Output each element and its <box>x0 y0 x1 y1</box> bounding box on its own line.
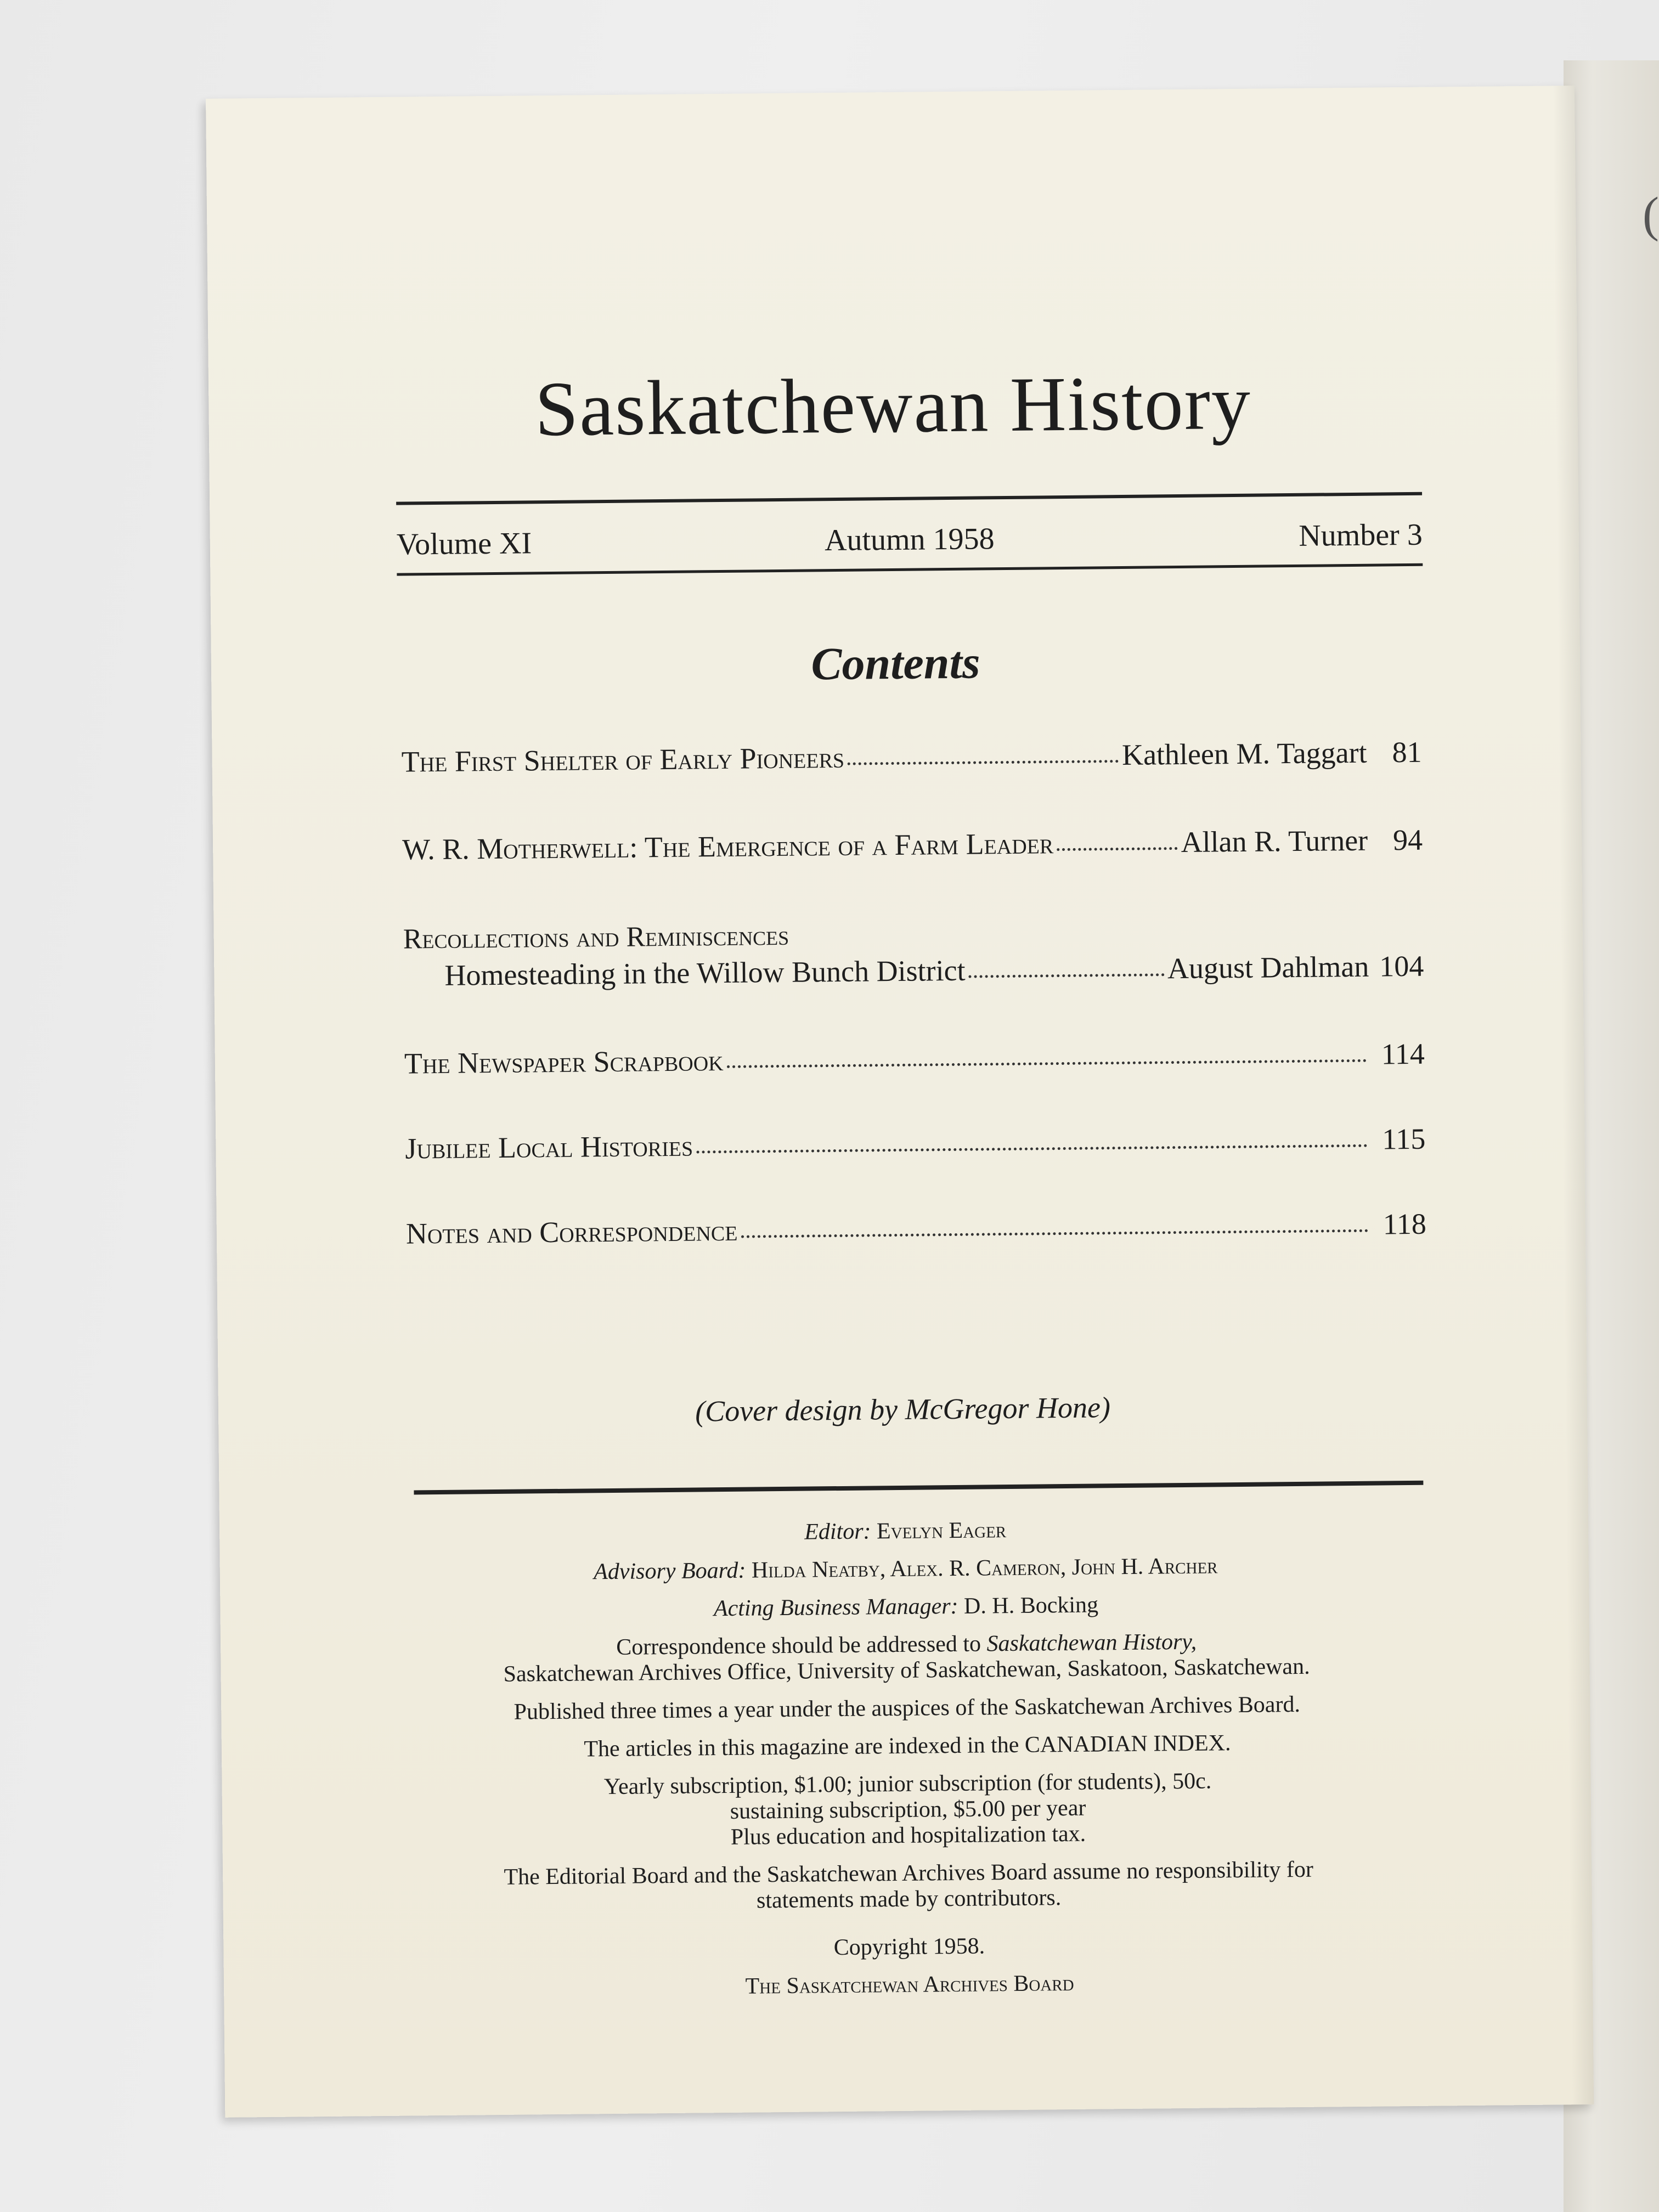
toc-entry <box>404 1039 1425 1087</box>
business-manager-name: D. H. Bocking <box>963 1592 1099 1619</box>
dot-leader <box>727 1057 1367 1068</box>
disclaimer-line-1: The Editorial Board and the Saskatchewan Archives Board assume no responsibility for <box>504 1857 1314 1891</box>
toc-entry <box>401 737 1422 786</box>
advisory-board-line <box>385 1551 1427 1587</box>
editor-line <box>384 1514 1426 1549</box>
toc-entry <box>444 951 1424 999</box>
toc-entry-page: 114 <box>1381 1037 1425 1071</box>
toc-entry-author: August Dahlman <box>1167 950 1369 985</box>
toc-entry-author: Kathleen M. Taggart <box>1121 736 1367 771</box>
advisory-board-names: Hilda Neatby, Alex. R. Cameron, John H. Archer <box>751 1553 1218 1583</box>
toc-entry <box>405 1124 1426 1172</box>
toc-entry-page: 81 <box>1392 735 1422 769</box>
number-label: Number 3 <box>1298 517 1423 553</box>
cover-credit: (Cover design by McGregor Hone) <box>695 1391 1111 1428</box>
correspondence-journal: Saskatchewan History, <box>986 1629 1197 1657</box>
toc-entry-page: 118 <box>1383 1207 1427 1241</box>
adjacent-page-mark: ( <box>1643 188 1659 242</box>
business-manager-line <box>385 1589 1427 1625</box>
dot-leader <box>696 1142 1367 1154</box>
toc-entry-page: 104 <box>1379 949 1424 983</box>
toc-section-heading: Recollections and Reminiscences <box>403 919 789 955</box>
volume-label: Volume XI <box>396 526 532 562</box>
toc-entry-title: Jubilee Local Histories <box>405 1129 693 1165</box>
subscription-line-3: Plus education and hospitalization tax. <box>730 1821 1086 1850</box>
disclaimer-line-2: statements made by contributors. <box>756 1885 1062 1914</box>
contents-heading: Contents <box>810 637 980 690</box>
index-note: The articles in this magazine are indexed in the CANADIAN INDEX. <box>584 1730 1231 1762</box>
publisher-line: The Saskatchewan Archives Board <box>745 1971 1074 2000</box>
toc-entry-author: Allan R. Turner <box>1181 823 1368 859</box>
toc-entry-page: 115 <box>1382 1122 1426 1156</box>
toc-entry-title: Notes and Correspondence <box>405 1214 738 1250</box>
toc-entry-title: Homesteading in the Willow Bunch District <box>444 953 966 992</box>
masthead-footer <box>384 1514 1431 2004</box>
issue-label: Autumn 1958 <box>824 522 995 558</box>
footer-rule <box>414 1481 1423 1495</box>
publication-note: Published three times a year under the auspices of the Saskatchewan Archives Board. <box>514 1692 1301 1725</box>
correspondence-line: Correspondence should be addressed to Saskatchewan History, <box>616 1629 1197 1661</box>
title-rule-top <box>396 492 1422 505</box>
dot-leader <box>1057 845 1177 851</box>
dot-leader <box>741 1227 1368 1238</box>
journal-page <box>206 86 1594 2118</box>
correspondence-address: Saskatchewan Archives Office, University of Saskatchewan, Saskatoon, Saskatchewan. <box>503 1654 1310 1688</box>
dot-leader <box>848 758 1119 765</box>
journal-title: Saskatchewan History <box>534 358 1252 453</box>
toc-entry <box>406 1209 1427 1257</box>
business-manager-label: Acting Business Manager: <box>713 1594 958 1622</box>
toc-entry-title: The Newspaper Scrapbook <box>404 1044 724 1080</box>
toc-entry-title: The First Shelter of Early Pioneers <box>401 741 845 778</box>
issue-line <box>396 517 1423 562</box>
title-rule-bottom <box>397 563 1423 576</box>
toc-entry-page: 94 <box>1392 823 1423 857</box>
advisory-board-label: Advisory Board: <box>593 1558 746 1585</box>
subscription-line-2: sustaining subscription, $5.00 per year <box>730 1795 1086 1825</box>
toc-entry-title: W. R. Motherwell: The Emergence of a Farm Leader <box>402 827 1054 866</box>
copyright-line: Copyright 1958. <box>833 1933 985 1961</box>
dot-leader <box>969 971 1164 978</box>
editor-label: Editor: <box>804 1519 871 1545</box>
editor-name: Evelyn Eager <box>876 1517 1007 1544</box>
toc-entry <box>402 825 1423 873</box>
subscription-line-1: Yearly subscription, $1.00; junior subscription (for students), 50c. <box>603 1768 1212 1800</box>
